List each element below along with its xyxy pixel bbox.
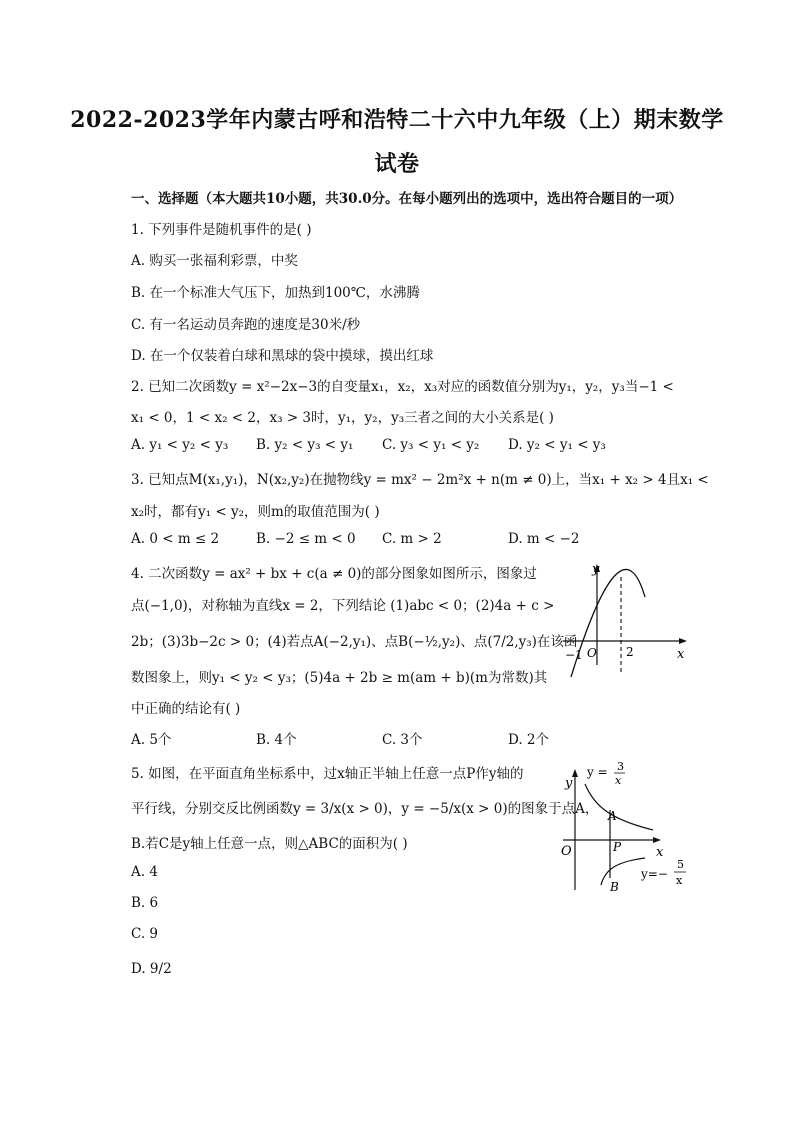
q5-curve-negative xyxy=(601,858,645,885)
q4-option-c: C. 3个 xyxy=(382,732,423,748)
section-heading: 一、选择题（本大题共10小题，共30.0分。在每小题列出的选项中，选出符合题目的一项） xyxy=(131,191,683,207)
q5-y-arrow xyxy=(572,769,578,777)
q5-curve-positive xyxy=(585,784,653,830)
q5-stem-line2: 平行线，分别交反比例函数y = 3/x(x > 0)，y = −5/x(x > 0)的图象于点A， xyxy=(131,801,599,817)
q5-x-arrow xyxy=(653,837,661,843)
q5-y-label: y xyxy=(565,776,573,791)
q4-two-label: 2 xyxy=(626,645,634,659)
q5-x-label: x xyxy=(656,845,664,860)
q4-stem-line2: 点(−1,0)，对称轴为直线x = 2，下列结论 (1)abc < 0；(2)4a + c > xyxy=(131,598,555,614)
q2-stem-line1: 2. 已知二次函数y = x²−2x−3的自变量x₁，x₂，x₃对应的函数值分别为y₁，y₂，y₃当−1 < xyxy=(131,379,674,395)
q4-option-a: A. 5个 xyxy=(131,732,172,748)
q5-f1-lhs: y = xyxy=(587,765,608,779)
q1-option-b: B. 在一个标准大气压下，加热到100℃，水沸腾 xyxy=(131,285,420,301)
q5-origin-label: O xyxy=(561,844,572,859)
q5-f2-den: x xyxy=(676,874,683,887)
q3-stem-line1: 3. 已知点M(x₁,y₁)，N(x₂,y₂)在抛物线y = mx² − 2m²x + n(m ≠ 0)上，当x₁ + x₂ > 4且x₁ < xyxy=(131,472,709,488)
q5-hyperbola-figure xyxy=(555,758,700,898)
q4-stem-line5: 中正确的结论有( ) xyxy=(131,701,241,717)
q2-stem-line2: x₁ < 0，1 < x₂ < 2，x₃ > 3时，y₁，y₂，y₃三者之间的大小关系是( ) xyxy=(131,410,554,426)
q4-x-arrow xyxy=(679,638,687,644)
q5-f2-lhs: y=− xyxy=(641,867,668,881)
q5-point-a-label: A xyxy=(608,809,617,823)
q4-stem-line1: 4. 二次函数y = ax² + bx + c(a ≠ 0)的部分图象如图所示，图象过 xyxy=(131,566,537,582)
q3-option-a: A. 0 < m ≤ 2 xyxy=(131,531,220,547)
q4-neg1-label: −1 xyxy=(565,648,583,662)
q4-x-label: x xyxy=(677,647,685,662)
q4-stem-line4: 数图象上，则y₁ < y₂ < y₃；(5)4a + 2b ≥ m(am + b)(m为常数)其 xyxy=(131,670,548,686)
q4-option-b: B. 4个 xyxy=(256,732,297,748)
q5-point-p-label: P xyxy=(613,840,622,854)
q5-option-d: D. 9/2 xyxy=(131,961,172,977)
page-title-line2: 试卷 xyxy=(374,151,420,177)
q4-option-d: D. 2个 xyxy=(508,732,550,748)
q5-f1-den: x xyxy=(615,774,622,787)
q1-option-d: D. 在一个仅装着白球和黑球的袋中摸球，摸出红球 xyxy=(131,348,434,364)
q5-stem-line1: 5. 如图，在平面直角坐标系中，过x轴正半轴上任意一点P作y轴的 xyxy=(131,766,524,782)
q3-stem-line2: x₂时，都有y₁ < y₂，则m的取值范围为( ) xyxy=(131,504,380,520)
q4-stem-line3: 2b；(3)3b−2c > 0；(4)若点A(−2,y₁)、点B(−½,y₂)、点(7/2,y₃)在该函 xyxy=(131,634,578,650)
q5-f1-num: 3 xyxy=(617,760,624,773)
q5-point-b-label: B xyxy=(610,880,619,894)
q3-option-c: C. m > 2 xyxy=(382,531,442,547)
q5-option-b: B. 6 xyxy=(131,895,159,911)
q5-stem-line3: B.若C是y轴上任意一点，则△ABC的面积为( ) xyxy=(131,836,408,852)
q4-origin-label: O xyxy=(587,646,597,660)
q2-option-d: D. y₂ < y₁ < y₃ xyxy=(508,437,606,453)
page-title-line1: 2022-2023学年内蒙古呼和浩特二十六中九年级（上）期末数学 xyxy=(70,107,724,133)
q2-option-a: A. y₁ < y₂ < y₃ xyxy=(131,437,229,453)
q3-option-b: B. −2 ≤ m < 0 xyxy=(256,531,356,547)
q2-option-c: C. y₃ < y₁ < y₂ xyxy=(382,437,480,453)
q4-y-label: y xyxy=(592,562,600,577)
q3-option-d: D. m < −2 xyxy=(508,531,580,547)
q1-option-c: C. 有一名运动员奔跑的速度是30米/秒 xyxy=(131,317,361,333)
q1-stem: 1. 下列事件是随机事件的是( ) xyxy=(131,222,312,238)
q4-parabola-figure xyxy=(555,555,695,680)
q1-option-a: A. 购买一张福利彩票，中奖 xyxy=(131,253,298,269)
q5-option-c: C. 9 xyxy=(131,926,159,942)
q5-option-a: A. 4 xyxy=(131,864,158,880)
q2-option-b: B. y₂ < y₃ < y₁ xyxy=(256,437,354,453)
q5-f2-num: 5 xyxy=(677,858,684,871)
